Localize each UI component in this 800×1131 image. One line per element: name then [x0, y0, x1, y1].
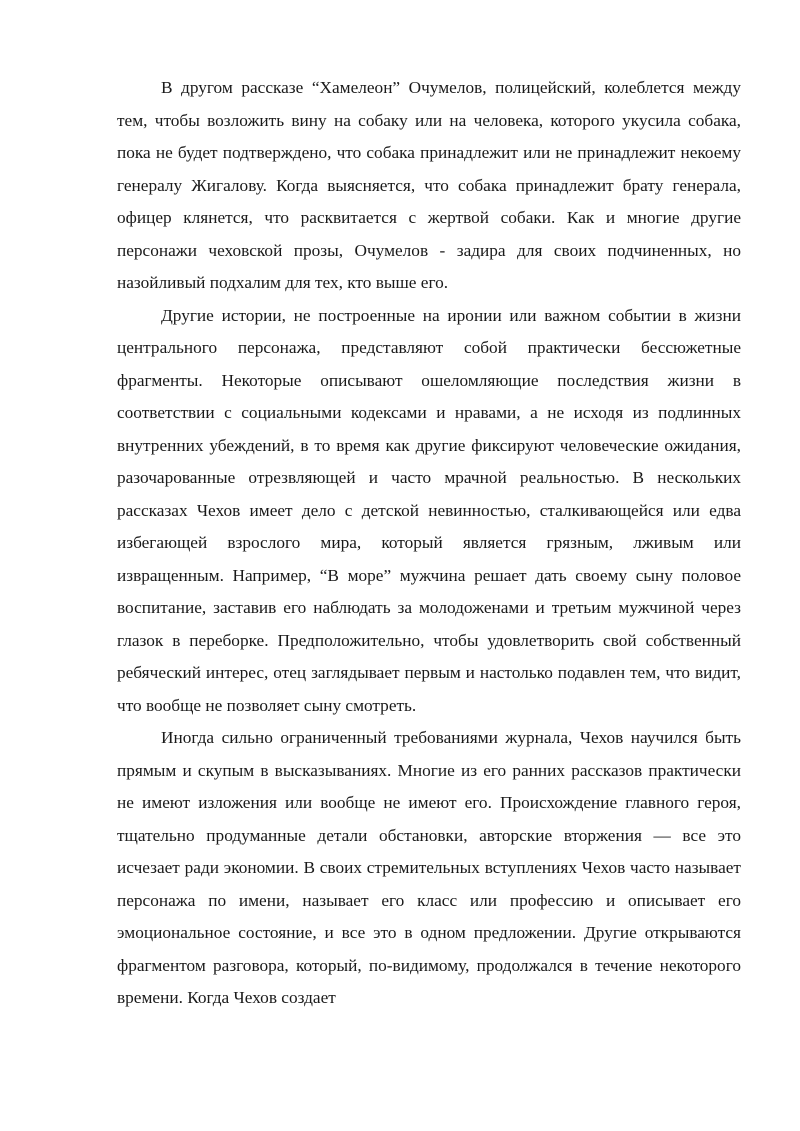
paragraph-other-stories: Другие истории, не построенные на иронии или важном событии в жизни центрального персонажа, представляют собой практически бессюжетные фрагменты. Некоторые описывают ошеломляющие последствия жизни в соответствии с социальными кодексами и нравами, а не исходя из подлинных внутренних убеждений, в то время как другие фиксируют человеческие ожидания, разочарованные отрезвляющей и часто мрачной реальностью. В нескольких рассказах Чехов имеет дело с детской невинностью, сталкивающейся или едва избегающей взрослого мира, который является грязным, лживым или извращенным. Например, “В море” мужчина решает дать своему сыну половое воспитание, заставив его наблюдать за молодоженами и третьим мужчиной через глазок в переборке. Предположительно, чтобы удовлетворить свой собственный ребяческий интерес, отец заглядывает первым и настолько подавлен тем, что видит, что вообще не позволяет сыну смотреть.: [117, 305, 741, 715]
paragraph-chameleon: В другом рассказе “Хамелеон” Очумелов, полицейский, колеблется между тем, чтобы возложить вину на собаку или на человека, которого укусила собака, пока не будет подтверждено, что собака принадлежит или не принадлежит некоему генералу Жигалову. Когда выясняется, что собака принадлежит брату генерала, офицер клянется, что расквитается с жертвой собаки. Как и многие другие персонажи чеховской прозы, Очумелов - задира для своих подчиненных, но назойливый подхалим для тех, кто выше его.: [117, 78, 741, 292]
paragraph-journal-constraints: Иногда сильно ограниченный требованиями журнала, Чехов научился быть прямым и скупым в высказываниях. Многие из его ранних рассказов практически не имеют изложения или вообще не имеют его. Происхождение главного героя, тщательно продуманные детали обстановки, авторские вторжения — все это исчезает ради экономии. В своих стремительных вступлениях Чехов часто называет персонажа по имени, называет его класс или профессию и описывает его эмоциональное состояние, и все это в одном предложении. Другие открываются фрагментом разговора, который, по-видимому, продолжался в течение некоторого времени. Когда Чехов создает: [117, 728, 741, 1007]
document-body: [117, 72, 741, 1015]
